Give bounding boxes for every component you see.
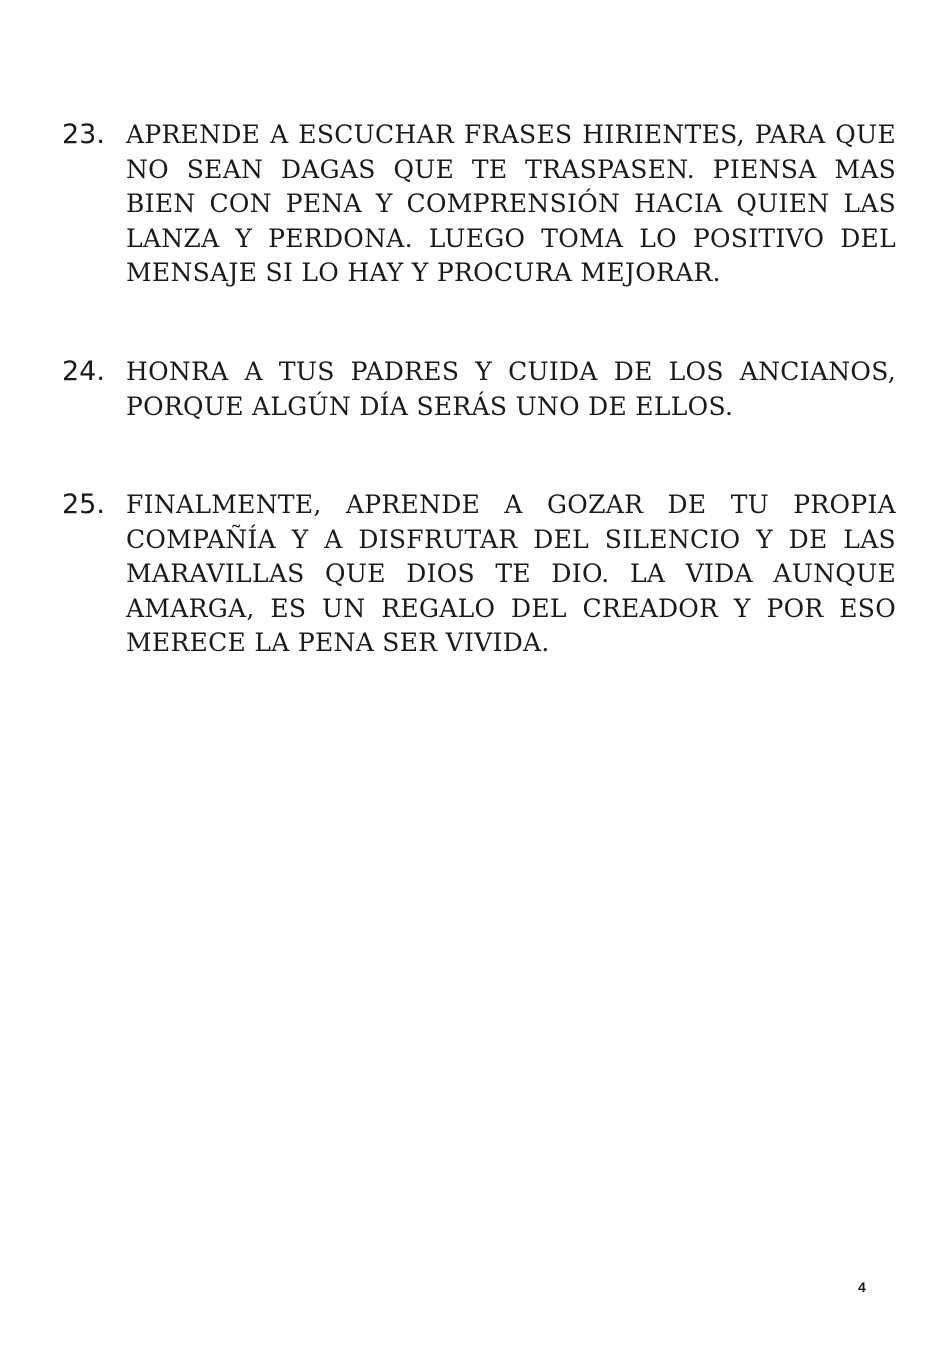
item-number: 23. (62, 119, 105, 150)
list-item-23 (62, 118, 902, 291)
item-number: 24. (62, 356, 105, 387)
list-item-25 (62, 488, 902, 661)
page-number: 4 (858, 1279, 866, 1295)
item-number: 25. (62, 489, 105, 520)
item-text: HONRA A TUS PADRES Y CUIDA DE LOS ANCIANOS, PORQUE ALGÚN DÍA SERÁS UNO DE ELLOS. (126, 357, 896, 421)
item-text: APRENDE A ESCUCHAR FRASES HIRIENTES, PARA QUE NO SEAN DAGAS QUE TE TRASPASEN. PIENSA MAS BIEN CON PENA Y COMPRENSIÓN HACIA QUIEN LAS LANZA Y PERDONA. LUEGO TOMA LO POSITIVO DEL MENSAJE SI LO HAY Y PROCURA MEJORAR. (126, 120, 896, 287)
list-item-24 (62, 355, 902, 424)
item-text: FINALMENTE, APRENDE A GOZAR DE TU PROPIA COMPAÑÍA Y A DISFRUTAR DEL SILENCIO Y DE LAS MARAVILLAS QUE DIOS TE DIO. LA VIDA AUNQUE AMARGA, ES UN REGALO DEL CREADOR Y POR ESO MERECE LA PENA SER VIVIDA. (126, 490, 896, 657)
